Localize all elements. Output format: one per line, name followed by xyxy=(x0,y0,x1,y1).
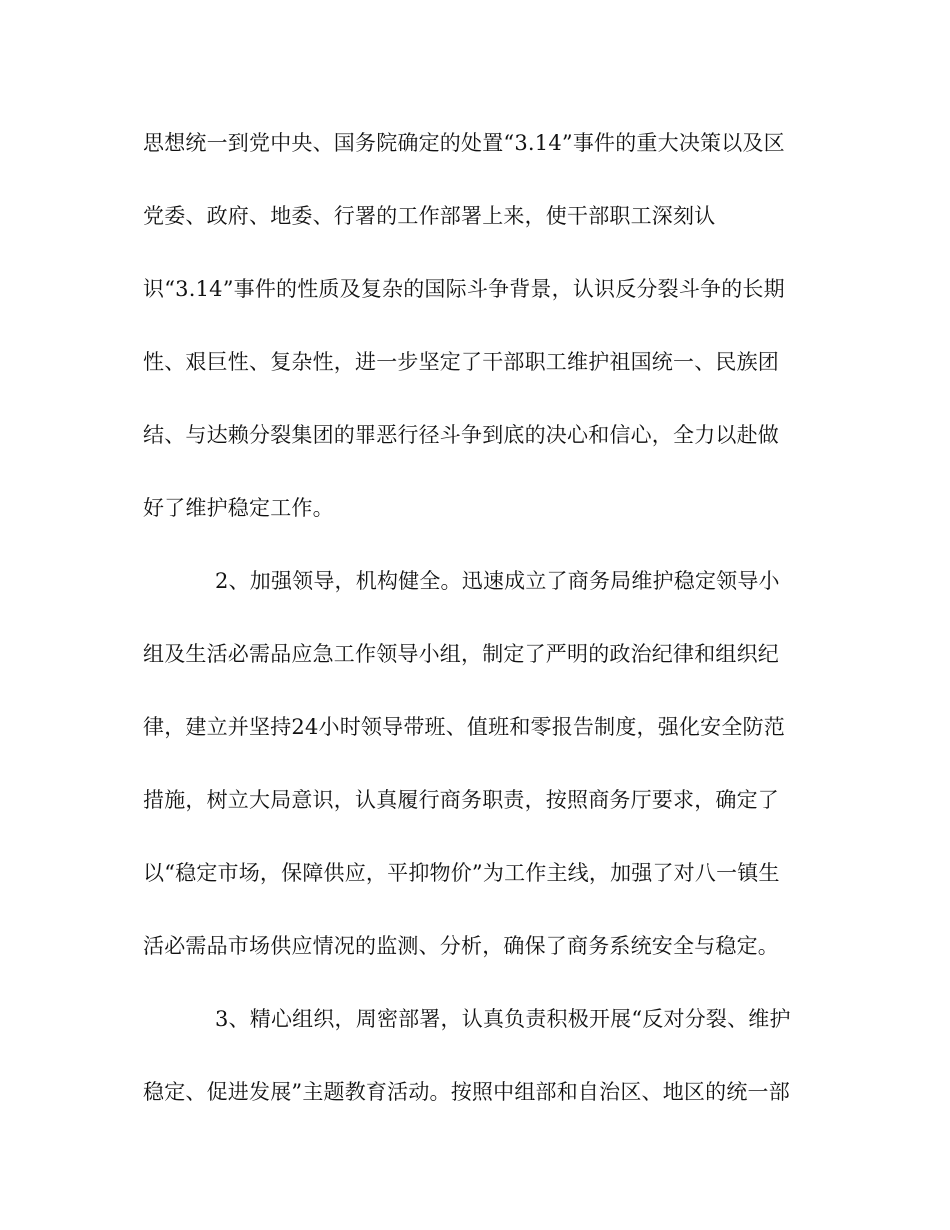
text-line-10: 措施，树立大局意识，认真履行商务职责，按照商务厅要求，确定了 xyxy=(143,788,779,812)
text-line-1: 思想统一到党中央、国务院确定的处置“3.14”事件的重大决策以及区 xyxy=(143,131,785,155)
paragraph-2-first-line: 2、加强领导，机构健全。迅速成立了商务局维护稳定领导小 xyxy=(215,569,780,593)
text-line-11: 以“稳定市场，保障供应，平抑物价”为工作主线，加强了对八一镇生 xyxy=(143,861,780,885)
paragraph-3-first-line: 3、精心组织，周密部署，认真负责积极开展“反对分裂、维护 xyxy=(215,1007,791,1031)
text-line-2: 党委、政府、地委、行署的工作部署上来，使干部职工深刻认 xyxy=(143,204,716,228)
text-line-12: 活必需品市场供应情况的监测、分析，确保了商务系统安全与稳定。 xyxy=(143,934,779,958)
text-line-14: 稳定、促进发展”主题教育活动。按照中组部和自治区、地区的统一部 xyxy=(143,1080,790,1104)
text-line-3: 识“3.14”事件的性质及复杂的国际斗争背景，认识反分裂斗争的长期 xyxy=(143,277,785,301)
text-line-4: 性、艰巨性、复杂性，进一步坚定了干部职工维护祖国统一、民族团 xyxy=(143,350,779,374)
text-line-5: 结、与达赖分裂集团的罪恶行径斗争到底的决心和信心，全力以赴做 xyxy=(143,423,779,447)
text-line-8: 组及生活必需品应急工作领导小组，制定了严明的政治纪律和组织纪 xyxy=(143,642,779,666)
text-line-6: 好了维护稳定工作。 xyxy=(143,496,334,520)
text-line-9: 律，建立并坚持24小时领导带班、值班和零报告制度，强化安全防范 xyxy=(143,715,785,739)
